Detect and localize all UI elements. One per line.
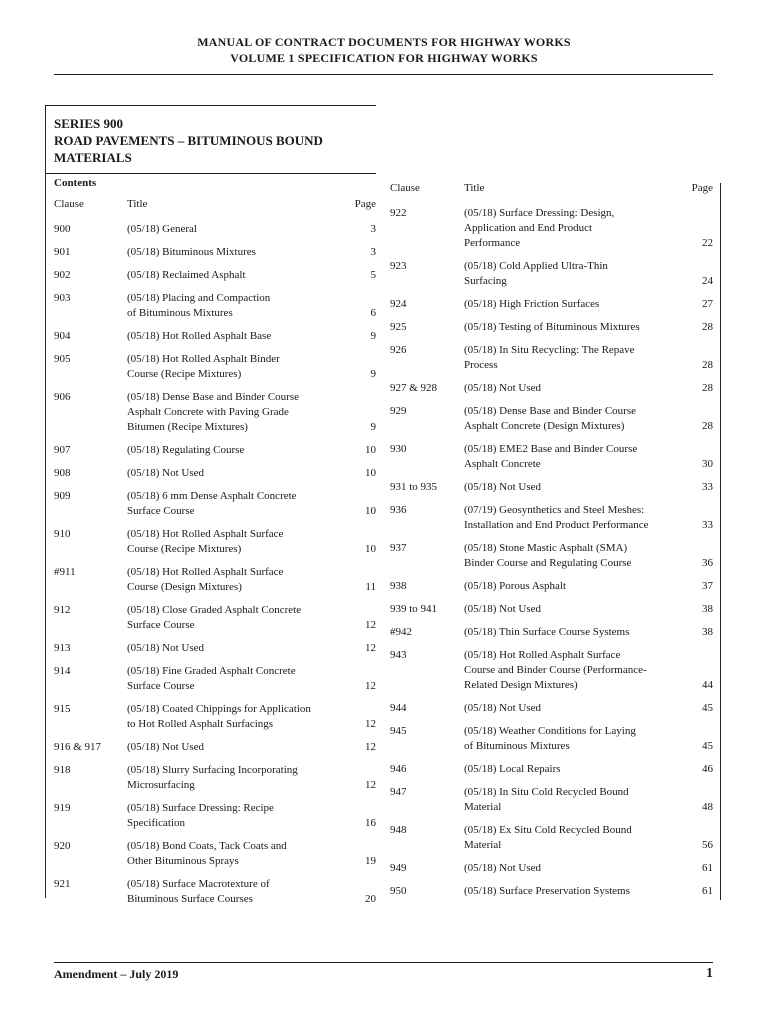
entry-page: 44 (702, 679, 713, 691)
entry-page: 61 (702, 885, 713, 897)
entry-page: 10 (365, 444, 376, 456)
entry-clause: 944 (390, 702, 407, 714)
contents-entry (390, 823, 713, 853)
series-rule-top (45, 105, 376, 106)
entry-page: 28 (702, 382, 713, 394)
entry-page: 12 (365, 741, 376, 753)
document-header (0, 34, 768, 66)
contents-entry (54, 702, 376, 732)
contents-entry (54, 329, 376, 344)
page-column-header: Page (354, 198, 376, 210)
entry-clause: 901 (54, 246, 71, 258)
entry-title: (05/18) Close Graded Asphalt Concrete Surface Course (127, 604, 302, 631)
contents-entry (390, 602, 713, 617)
contents-entry (390, 343, 713, 373)
entry-title: (05/18) Local Repairs (464, 763, 561, 775)
entry-clause: 945 (390, 725, 407, 737)
entry-title: (05/18) 6 mm Dense Asphalt Concrete Surface Course (127, 490, 297, 517)
entry-clause: 950 (390, 885, 407, 897)
series-rule-bottom (45, 173, 376, 174)
entry-clause: 926 (390, 344, 407, 356)
entry-clause: 936 (390, 504, 407, 516)
entry-page: 9 (370, 368, 376, 380)
contents-entry (54, 641, 376, 656)
entry-page: 56 (702, 839, 713, 851)
entry-title: (05/18) Not Used (127, 467, 204, 479)
contents-entry (390, 785, 713, 815)
entry-page: 12 (365, 619, 376, 631)
entry-clause: 927 & 928 (390, 382, 438, 394)
entry-title: (05/18) Not Used (127, 741, 204, 753)
entry-clause: 922 (390, 207, 407, 219)
entry-page: 37 (702, 580, 713, 592)
contents-entry (390, 762, 713, 777)
entry-title: (05/18) Not Used (464, 382, 541, 394)
contents-entry (390, 503, 713, 533)
contents-entry (390, 259, 713, 289)
entry-page: 28 (702, 420, 713, 432)
entry-clause: 946 (390, 763, 407, 775)
entry-clause: 914 (54, 665, 71, 677)
entry-clause: 925 (390, 321, 407, 333)
entry-title: (05/18) Hot Rolled Asphalt Binder Course (Recipe Mixtures) (127, 353, 280, 380)
entry-page: 46 (702, 763, 713, 775)
column-header-row (390, 181, 713, 196)
contents-entry (54, 565, 376, 595)
entry-title: (05/18) Thin Surface Course Systems (464, 626, 630, 638)
entry-clause: 918 (54, 764, 71, 776)
entry-page: 12 (365, 642, 376, 654)
entry-clause: 919 (54, 802, 71, 814)
contents-entry (54, 352, 376, 382)
entry-title: (05/18) Reclaimed Asphalt (127, 269, 246, 281)
entry-title: (05/18) Placing and Compaction of Bituminous Mixtures (127, 292, 271, 319)
contents-entry (54, 763, 376, 793)
entry-title: (05/18) Coated Chippings for Application to Hot Rolled Asphalt Surfacings (127, 703, 311, 730)
contents-entry (390, 297, 713, 312)
entry-clause: 924 (390, 298, 407, 310)
entry-title: (05/18) Bituminous Mixtures (127, 246, 256, 258)
entry-clause: 910 (54, 528, 71, 540)
entry-page: 16 (365, 817, 376, 829)
clause-column-header: Clause (390, 182, 420, 194)
entry-clause: 907 (54, 444, 71, 456)
entry-page: 28 (702, 359, 713, 371)
entry-page: 24 (702, 275, 713, 287)
entry-title: (05/18) Ex Situ Cold Recycled Bound Material (464, 824, 632, 851)
entry-title: (05/18) Not Used (464, 702, 541, 714)
contents-entry (54, 390, 376, 435)
entry-clause: 915 (54, 703, 71, 715)
entry-clause: 939 to 941 (390, 603, 438, 615)
entry-title: (05/18) Regulating Course (127, 444, 245, 456)
entry-clause: 908 (54, 467, 71, 479)
entry-title: (05/18) Cold Applied Ultra-Thin Surfacing (464, 260, 608, 287)
entry-page: 30 (702, 458, 713, 470)
entry-clause: 943 (390, 649, 407, 661)
contents-entry (390, 480, 713, 495)
entry-page: 3 (370, 223, 376, 235)
contents-entry (390, 701, 713, 716)
entry-page: 12 (365, 680, 376, 692)
entry-clause: 902 (54, 269, 71, 281)
entry-title: (05/18) Surface Dressing: Design, Application and End Product Performance (464, 207, 615, 249)
entry-clause: 909 (54, 490, 71, 502)
entry-title: (05/18) Not Used (464, 862, 541, 874)
entry-page: 45 (702, 740, 713, 752)
entry-page: 27 (702, 298, 713, 310)
entry-title: (05/18) Dense Base and Binder Course Asphalt Concrete (Design Mixtures) (464, 405, 636, 432)
entry-page: 12 (365, 718, 376, 730)
contents-entry (54, 443, 376, 458)
contents-entry (54, 740, 376, 755)
entry-title: (07/19) Geosynthetics and Steel Meshes: Installation and End Product Performance (464, 504, 649, 531)
contents-entry (54, 603, 376, 633)
entry-clause: 931 to 935 (390, 481, 438, 493)
series-title (54, 115, 374, 166)
entry-title: (05/18) Surface Dressing: Recipe Specification (127, 802, 274, 829)
contents-entry (390, 320, 713, 335)
contents-entry (54, 291, 376, 321)
entry-page: 36 (702, 557, 713, 569)
entry-page: 10 (365, 505, 376, 517)
entry-title: (05/18) Not Used (464, 481, 541, 493)
contents-entry (390, 625, 713, 640)
entry-page: 33 (702, 519, 713, 531)
contents-entry (54, 489, 376, 519)
contents-entry (54, 466, 376, 481)
contents-entry (390, 724, 713, 754)
contents-entry (390, 381, 713, 396)
entry-clause: 937 (390, 542, 407, 554)
entry-clause: 900 (54, 223, 71, 235)
entry-page: 10 (365, 543, 376, 555)
entry-clause: 905 (54, 353, 71, 365)
series-line-3: MATERIALS (54, 150, 132, 165)
entry-page: 45 (702, 702, 713, 714)
entry-clause: 912 (54, 604, 71, 616)
entry-page: 19 (365, 855, 376, 867)
contents-entry (54, 527, 376, 557)
contents-entry (390, 442, 713, 472)
entry-title: (05/18) Hot Rolled Asphalt Base (127, 330, 272, 342)
column-header-row (54, 197, 376, 212)
entry-clause: #942 (390, 626, 412, 638)
contents-entry (390, 206, 713, 251)
contents-entry (54, 245, 376, 260)
footer-rule (54, 962, 713, 963)
entry-clause: 920 (54, 840, 71, 852)
contents-entry (390, 648, 713, 693)
entry-page: 22 (702, 237, 713, 249)
right-column-rule (720, 183, 721, 900)
series-line-2: ROAD PAVEMENTS – BITUMINOUS BOUND (54, 133, 323, 148)
entry-page: 3 (370, 246, 376, 258)
entry-title: (05/18) Not Used (464, 603, 541, 615)
entry-page: 38 (702, 626, 713, 638)
entry-page: 61 (702, 862, 713, 874)
entry-clause: 921 (54, 878, 71, 890)
entry-clause: #911 (54, 566, 76, 578)
entry-clause: 913 (54, 642, 71, 654)
entry-title: (05/18) Fine Graded Asphalt Concrete Surface Course (127, 665, 296, 692)
entry-title: (05/18) Porous Asphalt (464, 580, 567, 592)
contents-entry (54, 268, 376, 283)
contents-right-column (390, 181, 713, 907)
entry-title: (05/18) Hot Rolled Asphalt Surface Course (Recipe Mixtures) (127, 528, 284, 555)
entry-title: (05/18) Dense Base and Binder Course Asphalt Concrete with Paving Grade Bitumen (Recipe Mixtures) (127, 391, 299, 433)
entry-title: (05/18) General (127, 223, 197, 235)
contents-entry (54, 222, 376, 237)
contents-entry (54, 877, 376, 907)
entry-page: 5 (370, 269, 376, 281)
entry-title: (05/18) In Situ Recycling: The Repave Process (464, 344, 635, 371)
entry-title: (05/18) High Friction Surfaces (464, 298, 600, 310)
title-column-header: Title (127, 198, 148, 210)
clause-column-header: Clause (54, 198, 84, 210)
entry-title: (05/18) Hot Rolled Asphalt Surface Course (Design Mixtures) (127, 566, 284, 593)
entry-clause: 916 & 917 (54, 741, 102, 753)
entry-page: 33 (702, 481, 713, 493)
entry-page: 38 (702, 603, 713, 615)
entry-title: (05/18) Bond Coats, Tack Coats and Other Bituminous Sprays (127, 840, 287, 867)
entry-title: (05/18) Surface Preservation Systems (464, 885, 630, 897)
header-line-1: MANUAL OF CONTRACT DOCUMENTS FOR HIGHWAY WORKS (197, 35, 571, 49)
entry-clause: 904 (54, 330, 71, 342)
contents-entry (54, 801, 376, 831)
entry-title: (05/18) Stone Mastic Asphalt (SMA) Binder Course and Regulating Course (464, 542, 632, 569)
contents-label: Contents (54, 177, 97, 189)
contents-entry (390, 404, 713, 434)
entry-page: 12 (365, 779, 376, 791)
left-column-rule (45, 105, 46, 898)
entry-page: 11 (365, 581, 376, 593)
entry-clause: 930 (390, 443, 407, 455)
entry-title: (05/18) Slurry Surfacing Incorporating Microsurfacing (127, 764, 298, 791)
contents-entry (390, 541, 713, 571)
amendment-label: Amendment – July 2019 (54, 967, 179, 981)
entry-page: 10 (365, 467, 376, 479)
series-line-1: SERIES 900 (54, 116, 123, 131)
entry-page: 9 (370, 421, 376, 433)
entry-title: (05/18) EME2 Base and Binder Course Asphalt Concrete (464, 443, 638, 470)
contents-entry (54, 839, 376, 869)
title-column-header: Title (464, 182, 485, 194)
entry-clause: 948 (390, 824, 407, 836)
entry-page: 28 (702, 321, 713, 333)
entry-clause: 906 (54, 391, 71, 403)
entry-page: 9 (370, 330, 376, 342)
entry-title: (05/18) Hot Rolled Asphalt Surface Course and Binder Course (Performance- Related Design Mixtures) (464, 649, 647, 691)
header-line-2: VOLUME 1 SPECIFICATION FOR HIGHWAY WORKS (230, 51, 538, 65)
entry-page: 20 (365, 893, 376, 905)
entry-page: 6 (370, 307, 376, 319)
entry-title: (05/18) Weather Conditions for Laying of Bituminous Mixtures (464, 725, 636, 752)
contents-entry (54, 664, 376, 694)
entry-title: (05/18) Surface Macrotexture of Bituminous Surface Courses (127, 878, 270, 905)
contents-entry (390, 884, 713, 899)
entry-title: (05/18) Testing of Bituminous Mixtures (464, 321, 640, 333)
entry-clause: 938 (390, 580, 407, 592)
contents-entry (390, 579, 713, 594)
entry-clause: 923 (390, 260, 407, 272)
header-rule (54, 74, 713, 75)
entry-title: (05/18) Not Used (127, 642, 204, 654)
entry-title: (05/18) In Situ Cold Recycled Bound Material (464, 786, 629, 813)
contents-left-column (54, 197, 376, 915)
entry-clause: 947 (390, 786, 407, 798)
page-column-header: Page (691, 182, 713, 194)
contents-entry (390, 861, 713, 876)
page-number: 1 (706, 966, 713, 981)
entry-clause: 949 (390, 862, 407, 874)
entry-page: 48 (702, 801, 713, 813)
entry-clause: 903 (54, 292, 71, 304)
entry-clause: 929 (390, 405, 407, 417)
